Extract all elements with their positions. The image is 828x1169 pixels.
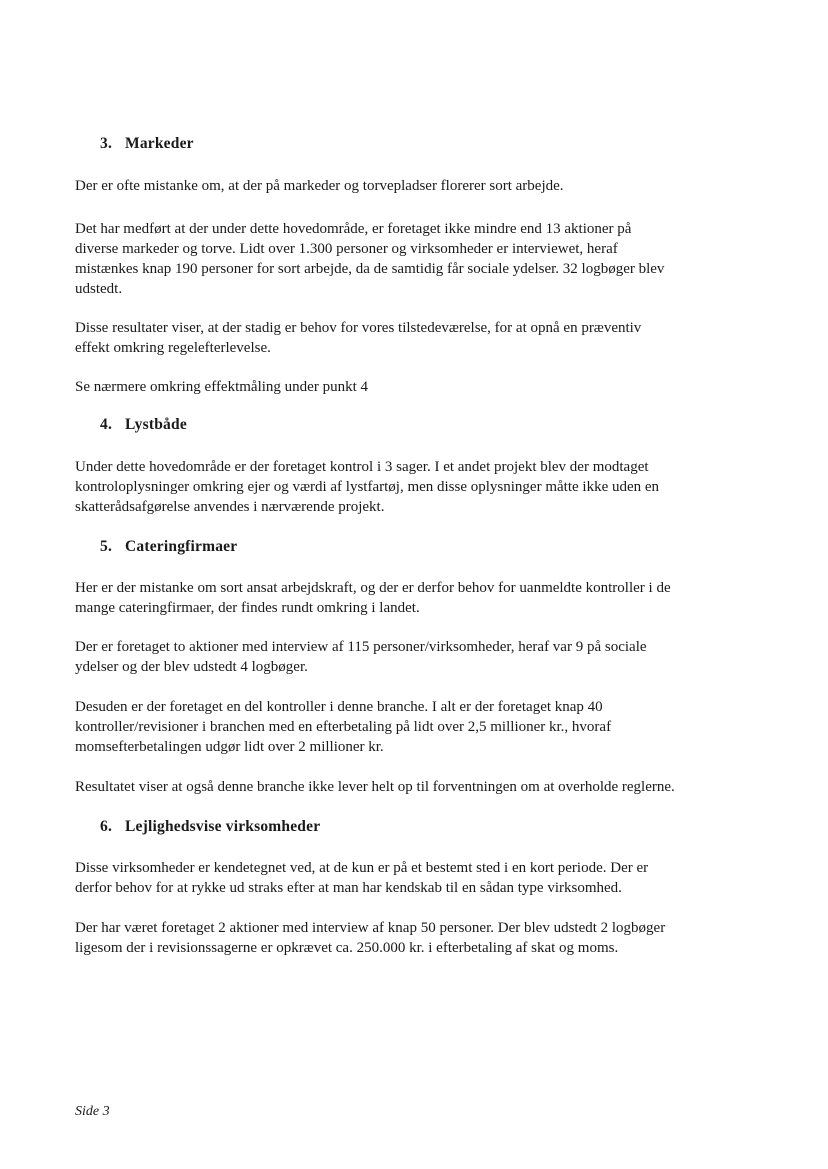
paragraph [75, 697, 755, 757]
text-line: Der er foretaget to aktioner med interview af 115 personer/virksomheder, heraf var 9 på sociale [75, 639, 647, 655]
paragraph [75, 377, 755, 397]
text-line: udstedt. [75, 281, 123, 297]
text-line: Se nærmere omkring effektmåling under punkt 4 [75, 379, 368, 395]
section-title: Markeder [125, 135, 194, 152]
paragraph [75, 918, 755, 958]
text-line: Disse virksomheder er kendetegnet ved, at de kun er på et bestemt sted i en kort periode. Der er [75, 860, 649, 876]
text-line: mange cateringfirmaer, der findes rundt omkring i landet. [75, 600, 420, 616]
text-line: Desuden er der foretaget en del kontroller i denne branche. I alt er der foretaget knap 40 [75, 699, 603, 715]
text-line: Der er ofte mistanke om, at der på markeder og torvepladser florerer sort arbejde. [75, 178, 564, 194]
page-number: Side 3 [75, 1104, 110, 1119]
text-line: ydelser og der blev udstedt 4 logbøger. [75, 659, 308, 675]
section-number: 4. [100, 416, 113, 433]
section-number: 5. [100, 538, 113, 555]
text-line: Under dette hovedområde er der foretaget kontrol i 3 sager. I et andet projekt blev der modtaget [75, 459, 649, 475]
text-line: Her er der mistanke om sort ansat arbejdskraft, og der er derfor behov for uanmeldte kontroller i de [75, 580, 671, 596]
text-line: skatterådsafgørelse anvendes i nærværende projekt. [75, 499, 385, 515]
section-title: Lystbåde [125, 416, 187, 433]
section-title: Lejlighedsvise virksomheder [125, 818, 321, 835]
section-number: 3. [100, 135, 113, 152]
section-heading [100, 135, 194, 153]
paragraph [75, 858, 755, 898]
paragraph [75, 777, 755, 797]
paragraph [75, 318, 755, 358]
text-line: Disse resultater viser, at der stadig er behov for vores tilstedeværelse, for at opnå en præventiv [75, 320, 642, 336]
paragraph [75, 219, 755, 299]
section-heading [100, 416, 187, 434]
text-line: derfor behov for at rykke ud straks efter at man har kendskab til en sådan type virksomhed. [75, 880, 622, 896]
text-line: kontroller/revisioner i branchen med en efterbetaling på lidt over 2,5 millioner kr., hvoraf [75, 719, 612, 735]
paragraph [75, 578, 755, 618]
text-line: Det har medført at der under dette hovedområde, er foretaget ikke mindre end 13 aktioner på [75, 221, 632, 237]
section-heading [100, 818, 320, 836]
text-line: mistænkes knap 190 personer for sort arbejde, da de samtidig får sociale ydelser. 32 logbøger blev [75, 261, 665, 277]
text-line: effekt omkring regelefterlevelse. [75, 340, 271, 356]
text-line: Der har været foretaget 2 aktioner med interview af knap 50 personer. Der blev udstedt 2 logbøger [75, 920, 666, 936]
section-heading [100, 538, 237, 556]
paragraph [75, 637, 755, 677]
paragraph [75, 457, 755, 517]
section-title: Cateringfirmaer [125, 538, 238, 555]
text-line: ligesom der i revisionssagerne er opkrævet ca. 250.000 kr. i efterbetaling af skat og moms. [75, 940, 619, 956]
section-number: 6. [100, 818, 113, 835]
text-line: diverse markeder og torve. Lidt over 1.300 personer og virksomheder er interviewet, heraf [75, 241, 618, 257]
text-line: momsefterbetalingen udgør lidt over 2 millioner kr. [75, 739, 384, 755]
paragraph [75, 176, 755, 196]
text-line: Resultatet viser at også denne branche ikke lever helt op til forventningen om at overholde reglerne. [75, 779, 675, 795]
text-line: kontroloplysninger omkring ejer og værdi af lystfartøj, men disse oplysninger måtte ikke uden en [75, 479, 660, 495]
